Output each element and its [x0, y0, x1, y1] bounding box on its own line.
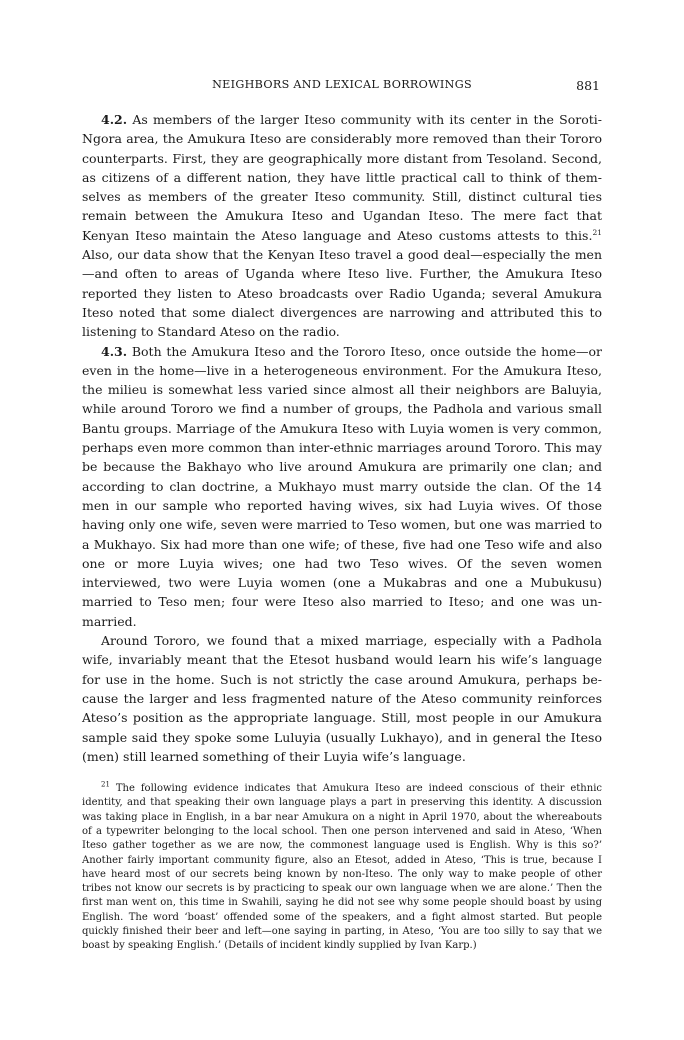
journal-page: [82, 78, 602, 954]
body-text: [82, 110, 602, 766]
footnote: [82, 782, 602, 954]
running-head: [82, 78, 602, 96]
paragraph-text: As members of the larger Iteso community with its center in the Soroti-Ngora area, the Amukura Iteso are considerably more removed than their Tororo counterparts. First, they are geographically more distant from Tesoland. Second, as citizens of a different nation, they have little practical call to think of themselves as members of the greater Iteso community. Still, distinct cultural ties remain between the Amukura Iteso and Ugandan Iteso. The mere fact that Kenyan Iteso maintain the Ateso language and Ateso customs attests to this.: [82, 112, 602, 243]
section-number: 4.2.: [101, 112, 128, 127]
paragraph-4-2: [82, 110, 602, 342]
footnote-reference: 21: [592, 227, 602, 237]
paragraph-text: Both the Amukura Iteso and the Tororo Iteso, once outside the home—or even in the home—live in a heterogeneous environment. For the Amukura Iteso, the milieu is somewhat less varied since almost all their neighbors are Baluyia, while around Tororo we find a number of groups, the Padhola and various small Bantu groups. Marriage of the Amukura Iteso with Luyia women is very common, perhaps even more common than inter-ethnic marriages around Tororo. This may be because the Bakhayo who live around Amukura are primarily one clan; and according to clan doctrine, a Mukhayo must marry outside the clan. Of the 14 men in our sample who reported having wives, six had Luyia wives. Of those having only one wife, seven were married to Teso women, but one was married to a Mukhayo. Six had more than one wife; of these, five had one Teso wife and also one or more Luyia wives; one had two Teso wives. Of the seven women interviewed, two were Luyia women (one a Mukabras and one a Mubukusu) married to Teso men; four were Iteso also married to Iteso; and one was unmarried.: [82, 343, 602, 629]
footnote-marker: 21: [101, 780, 110, 789]
section-number: 4.3.: [101, 343, 128, 359]
paragraph-text: Also, our data show that the Kenyan Iteso travel a good deal—especially the men—and often to areas of Uganda where Iteso live. Further, the Amukura Iteso reported they listen to Ateso broadcasts over Radio Uganda; several Amukura Iteso noted that some dialect divergences are narrowing and attributed this to listening to Standard Ateso on the radio.: [82, 247, 602, 340]
paragraph-tororo: [82, 631, 602, 766]
footnote-text: The following evidence indicates that Amukura Iteso are indeed conscious of their ethnic identity, and that speaking their own language plays a part in preserving this identity. A discussion was taking place in English, in a bar near Amukura on a night in April 1970, about the whereabouts of a typewriter belonging to the local school. Then one person intervened and said in Ateso, ‘When Iteso gather together as we are now, the commonest language used is English. Why is this so?’ Another fairly important community figure, also an Etesot, added in Ateso, ‘This is true, because I have heard most of our secrets being known by non-Iteso. The only way to make people of other tribes not know our secrets is by practicing to speak our own language when we are alone.’ Then the first man went on, this time in Swahili, saying he did not see why some people should boast by using English. The word ‘boast’ offended some of the speakers, and a fight almost started. But people quickly finished their beer and left—one saying in parting, in Ateso, ‘You are too silly to say that we boast by speaking English.’ (Details of incident kindly supplied by Ivan Karp.): [82, 783, 602, 952]
page-number: 881: [576, 78, 600, 93]
running-title: NEIGHBORS AND LEXICAL BORROWINGS: [212, 78, 472, 91]
paragraph-4-3: [82, 342, 602, 631]
paragraph-text: Around Tororo, we found that a mixed marriage, especially with a Padhola wife, invariably meant that the Etesot husband would learn his wife’s language for use in the home. Such is not strictly the case around Amukura, perhaps because the larger and less fragmented nature of the Ateso community reinforces Ateso’s position as the appropriate language. Still, most people in our Amukura sample said they spoke some Luluyia (usually Lukhayo), and in general the Iteso (men) still learned something of their Luyia wife’s language.: [82, 633, 602, 764]
